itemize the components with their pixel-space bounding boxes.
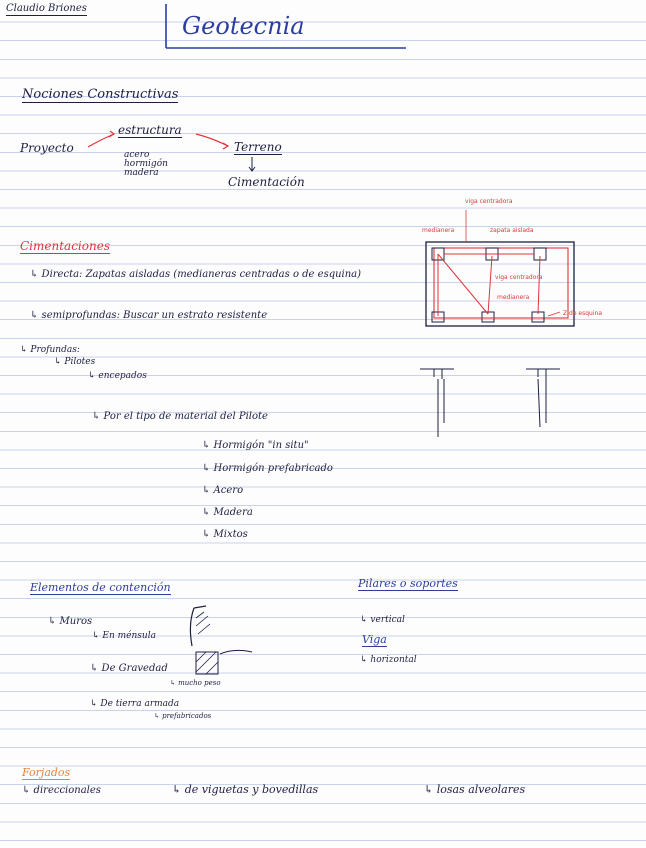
author-name: Claudio Briones	[6, 3, 87, 14]
estructura-label: estructura	[118, 123, 182, 137]
mensula-text: ↳ En ménsula	[92, 631, 156, 641]
prefabricados-text: ↳ prefabricados	[154, 712, 212, 720]
contencion-heading: Elementos de contención	[30, 581, 171, 594]
material-madera: madera	[124, 168, 159, 178]
label-medianera-tl: medianera	[422, 227, 455, 234]
material-hormigon-in-situ: ↳ Hormigón "in situ"	[202, 440, 309, 451]
muros-text: ↳ Muros	[48, 616, 93, 627]
mucho-peso-text: ↳ mucho peso	[170, 679, 221, 687]
label-zapata-aislada: zapata aislada	[490, 227, 534, 234]
pilotes-text: ↳ Pilotes	[54, 357, 96, 367]
material-hormigon: hormigón	[124, 159, 168, 169]
material-acero: acero	[124, 150, 150, 160]
gravedad-text: ↳ De Gravedad	[90, 663, 168, 674]
cimentaciones-heading: Cimentaciones	[20, 239, 110, 253]
directa-text: ↳ Directa: Zapatas aisladas (medianeras centradas o de esquina)	[30, 269, 362, 280]
losas-text: ↳ losas alveolares	[424, 783, 526, 796]
material-madera-pilote: ↳ Madera	[202, 507, 253, 518]
pile-sketch	[420, 365, 580, 445]
proyecto-label: Proyecto	[20, 141, 74, 155]
direccionales-text: ↳ direccionales	[22, 785, 101, 796]
label-medianera-mid: medianera	[497, 294, 530, 301]
encepados-text: ↳ encepados	[88, 371, 147, 381]
label-viga-centradora-top: viga centradora	[465, 198, 513, 205]
tipo-material-text: ↳ Por el tipo de material del Pilote	[92, 411, 268, 422]
pilares-heading: Pilares o soportes	[358, 577, 458, 590]
material-mixtos: ↳ Mixtos	[202, 529, 248, 540]
material-hormigon-prefabricado: ↳ Hormigón prefabricado	[202, 463, 333, 474]
horizontal-text: ↳ horizontal	[360, 655, 417, 665]
page-title: Geotecnia	[182, 12, 305, 40]
viguetas-text: ↳ de viguetas y bovedillas	[172, 783, 319, 796]
profundas-text: ↳ Profundas:	[20, 345, 80, 355]
viga-heading: Viga	[362, 633, 387, 646]
retaining-wall-sketch	[180, 604, 260, 684]
foundation-plan-diagram	[420, 200, 600, 340]
vertical-text: ↳ vertical	[360, 615, 405, 625]
label-z-esquina: Z de esquina	[563, 310, 602, 317]
forjados-heading: Forjados	[22, 766, 71, 779]
semiprofundas-text: ↳ semiprofundas: Buscar un estrato resistente	[30, 310, 268, 321]
cimentacion-label: Cimentación	[228, 175, 305, 189]
nociones-heading: Nociones Constructivas	[22, 87, 179, 102]
tierra-armada-text: ↳ De tierra armada	[90, 699, 180, 709]
material-acero-pilote: ↳ Acero	[202, 485, 244, 496]
label-viga-centradora-mid: viga centradora	[495, 274, 543, 281]
nociones-arrows	[0, 0, 646, 200]
terreno-label: Terreno	[234, 140, 282, 154]
